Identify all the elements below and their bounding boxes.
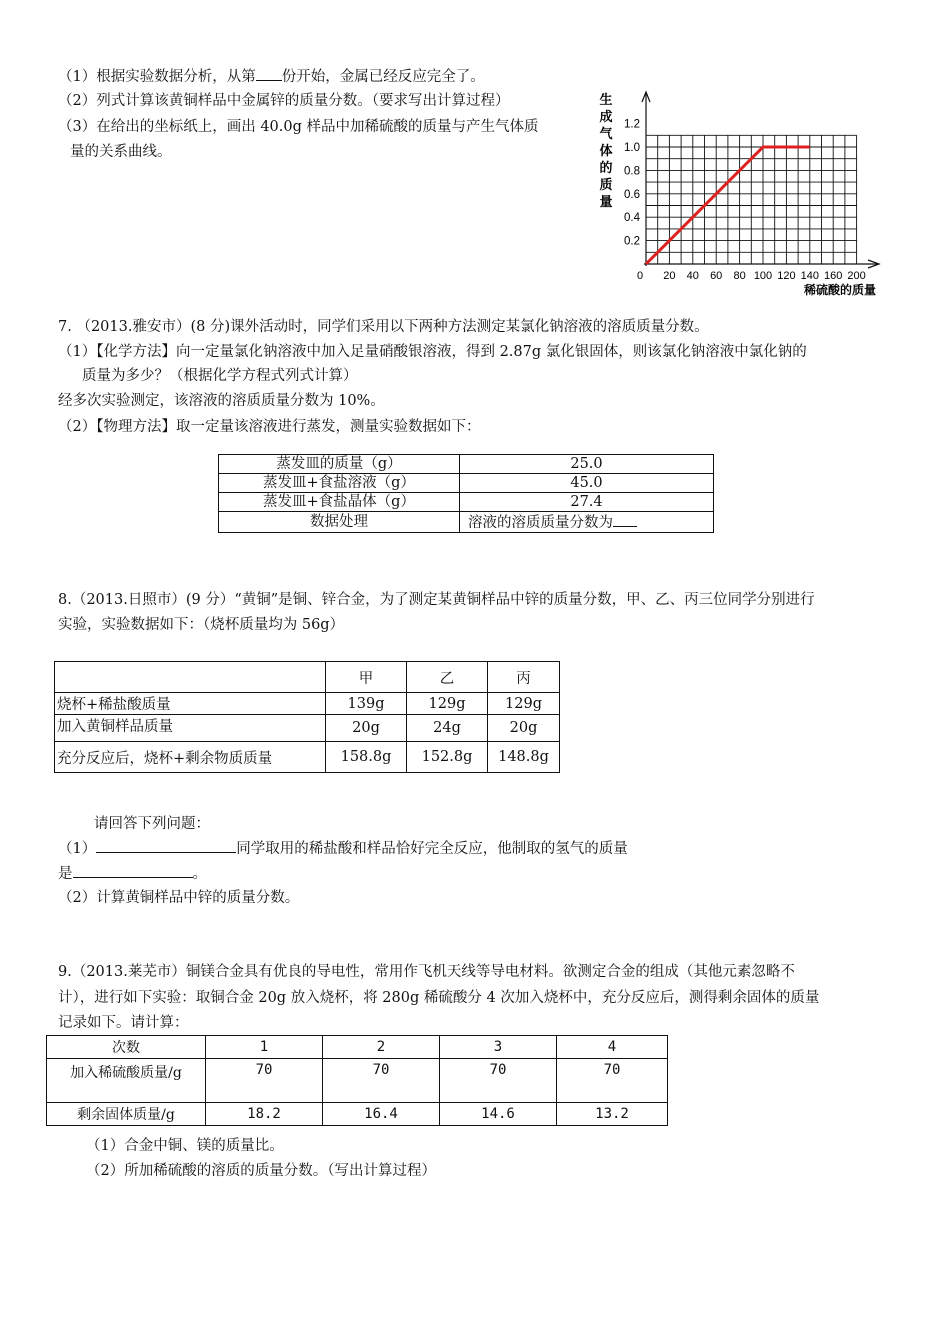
x-tick-label: 80 xyxy=(733,270,746,282)
table-cell: 70 xyxy=(440,1059,557,1103)
table-cell: 16.4 xyxy=(323,1103,440,1126)
col-header: 4 xyxy=(557,1036,668,1059)
row-label: 烧杯+稀盐酸质量 xyxy=(55,693,326,715)
col-header: 3 xyxy=(440,1036,557,1059)
y-tick-label: 1.2 xyxy=(624,118,640,131)
answer-blank[interactable] xyxy=(256,66,282,81)
col-header: 丙 xyxy=(488,662,560,693)
x-axis-label: 稀硫酸的质量 xyxy=(803,283,876,297)
y-label-char: 气 xyxy=(599,126,613,141)
y-label-char: 体 xyxy=(599,143,613,158)
table-row xyxy=(219,493,714,512)
table-cell xyxy=(55,662,326,693)
y-tick-labels xyxy=(624,119,641,248)
table-cell: 蒸发皿的质量（g） xyxy=(219,455,460,474)
table-row xyxy=(55,693,560,715)
x-tick-label: 100 xyxy=(753,270,773,282)
q9-heading-cont2: 记录如下。请计算： xyxy=(58,1015,189,1031)
table-row xyxy=(219,455,714,474)
q8-heading: 8.（2013.日照市）(9 分）“黄铜”是铜、锌合金，为了测定某黄铜样品中锌的质量分数，甲、乙、丙三位同学分别进行 xyxy=(58,592,815,608)
table-row xyxy=(219,474,714,493)
q6-part2: （2）列式计算该黄铜样品中金属锌的质量分数。（要求写出计算过程） xyxy=(58,93,510,109)
y-label-char: 质 xyxy=(599,177,613,192)
table-row xyxy=(55,742,560,773)
y-tick-label: 0.4 xyxy=(624,212,640,225)
q8-answer1: （1） 同学取用的稀盐酸和样品恰好完全反应，他制取的氢气的质量 xyxy=(58,838,628,859)
x-tick-label: 0 xyxy=(636,270,644,282)
answer-blank[interactable] xyxy=(613,512,637,527)
x-tick-label: 20 xyxy=(663,270,676,282)
col-header: 次数 xyxy=(47,1036,206,1059)
y-axis-label xyxy=(599,92,613,209)
row-label: 充分反应后，烧杯+剩余物质质量 xyxy=(55,742,326,773)
evaporation-table xyxy=(218,454,714,533)
table-row xyxy=(47,1036,668,1059)
table-cell: 20g xyxy=(326,715,407,742)
x-tick-label: 120 xyxy=(777,270,796,282)
table-row xyxy=(55,662,560,693)
table-cell: 13.2 xyxy=(557,1103,668,1126)
table-cell: 18.2 xyxy=(206,1103,323,1126)
table-cell: 27.4 xyxy=(460,493,714,512)
q8-answer1-cont: 是 。 xyxy=(58,863,207,884)
table-row xyxy=(47,1059,668,1103)
q7-heading: 7. （2013.雅安市）(8 分)课外活动时，同学们采用以下两种方法测定某氯化钠溶液的溶质质量分数。 xyxy=(58,319,709,335)
x-tick-label: 140 xyxy=(800,270,819,282)
brass-table xyxy=(54,661,560,773)
q7-part1: （1）【化学方法】向一定量氯化钠溶液中加入足量硝酸银溶液，得到 2.87g 氯化银固体，则该氯化钠溶液中氯化钠的 xyxy=(58,344,807,360)
q8-ask: 请回答下列问题： xyxy=(94,816,210,832)
table-row xyxy=(55,715,560,742)
y-tick-label: 1.0 xyxy=(624,142,640,154)
answer-blank[interactable] xyxy=(96,838,236,853)
row-label: 剩余固体质量/g xyxy=(47,1103,206,1126)
table-cell: 24g xyxy=(407,715,488,742)
table-cell: 数据处理 xyxy=(219,512,460,533)
table-cell: 129g xyxy=(488,693,560,715)
x-tick-label: 200 xyxy=(847,270,866,282)
y-tick-label: 0.8 xyxy=(624,165,640,178)
col-header: 1 xyxy=(206,1036,323,1059)
x-tick-label: 40 xyxy=(686,270,699,282)
table-cell: 70 xyxy=(206,1059,323,1103)
y-tick-label: 0.2 xyxy=(624,235,640,248)
table-cell: 148.8g xyxy=(488,742,560,773)
q7-note: 经多次实验测定，该溶液的溶质质量分数为 10%。 xyxy=(58,393,385,409)
alloy-table xyxy=(46,1035,668,1126)
y-tick-label: 0.6 xyxy=(624,188,640,201)
chart-axes xyxy=(642,92,879,268)
q9-answer1: （1）合金中铜、镁的质量比。 xyxy=(86,1138,284,1154)
q9-answer2: （2）所加稀硫酸的溶质的质量分数。（写出计算过程） xyxy=(86,1163,436,1179)
table-cell: 70 xyxy=(323,1059,440,1103)
table-cell: 45.0 xyxy=(460,474,714,493)
x-tick-label: 60 xyxy=(710,270,723,282)
q8-answer2: （2）计算黄铜样品中锌的质量分数。 xyxy=(58,890,300,906)
q6-part3: （3）在给出的坐标纸上，画出 40.0g 样品中加稀硫酸的质量与产生气体质 xyxy=(58,119,539,135)
answer-blank[interactable] xyxy=(73,863,193,878)
y-label-char: 的 xyxy=(599,160,613,175)
q6-part1: （1）根据实验数据分析，从第 份开始，金属已经反应完全了。 xyxy=(58,66,485,87)
q8-heading-cont: 实验，实验数据如下：（烧杯质量均为 56g） xyxy=(58,617,345,633)
q7-part2: （2）【物理方法】取一定量该溶液进行蒸发，测量实验数据如下： xyxy=(58,419,481,435)
col-header: 甲 xyxy=(326,662,407,693)
table-cell: 70 xyxy=(557,1059,668,1103)
table-row xyxy=(47,1103,668,1126)
table-cell: 158.8g xyxy=(326,742,407,773)
y-label-char: 量 xyxy=(599,194,613,209)
table-cell: 139g xyxy=(326,693,407,715)
y-label-char: 生 xyxy=(599,92,613,107)
row-label: 加入稀硫酸质量/g xyxy=(47,1059,206,1103)
q7-part1-cont: 质量为多少？（根据化学方程式列式计算） xyxy=(82,368,358,384)
q9-heading-cont: 计），进行如下实验：取铜合金 20g 放入烧杯，将 280g 稀硫酸分 4 次加入烧杯中，充分反应后，测得剩余固体的质量 xyxy=(58,990,820,1006)
gas-mass-chart xyxy=(592,88,892,308)
chart-grid xyxy=(646,135,857,264)
x-tick-labels xyxy=(637,270,866,282)
table-cell: 14.6 xyxy=(440,1103,557,1126)
q6-part3-cont: 量的关系曲线。 xyxy=(70,144,172,160)
table-cell: 蒸发皿+食盐晶体（g） xyxy=(219,493,460,512)
table-cell: 20g xyxy=(488,715,560,742)
col-header: 乙 xyxy=(407,662,488,693)
table-row xyxy=(219,512,714,533)
col-header: 2 xyxy=(323,1036,440,1059)
table-cell: 25.0 xyxy=(460,455,714,474)
table-cell: 129g xyxy=(407,693,488,715)
row-label: 加入黄铜样品质量 xyxy=(55,715,326,742)
table-cell: 溶液的溶质质量分数为 xyxy=(460,512,714,533)
table-cell: 152.8g xyxy=(407,742,488,773)
q9-heading: 9.（2013.莱芜市）铜镁合金具有优良的导电性，常用作飞机天线等导电材料。欲测定合金的组成（其他元素忽略不 xyxy=(58,964,795,980)
x-tick-label: 160 xyxy=(824,270,843,282)
table-cell: 蒸发皿+食盐溶液（g） xyxy=(219,474,460,493)
y-label-char: 成 xyxy=(599,109,613,124)
